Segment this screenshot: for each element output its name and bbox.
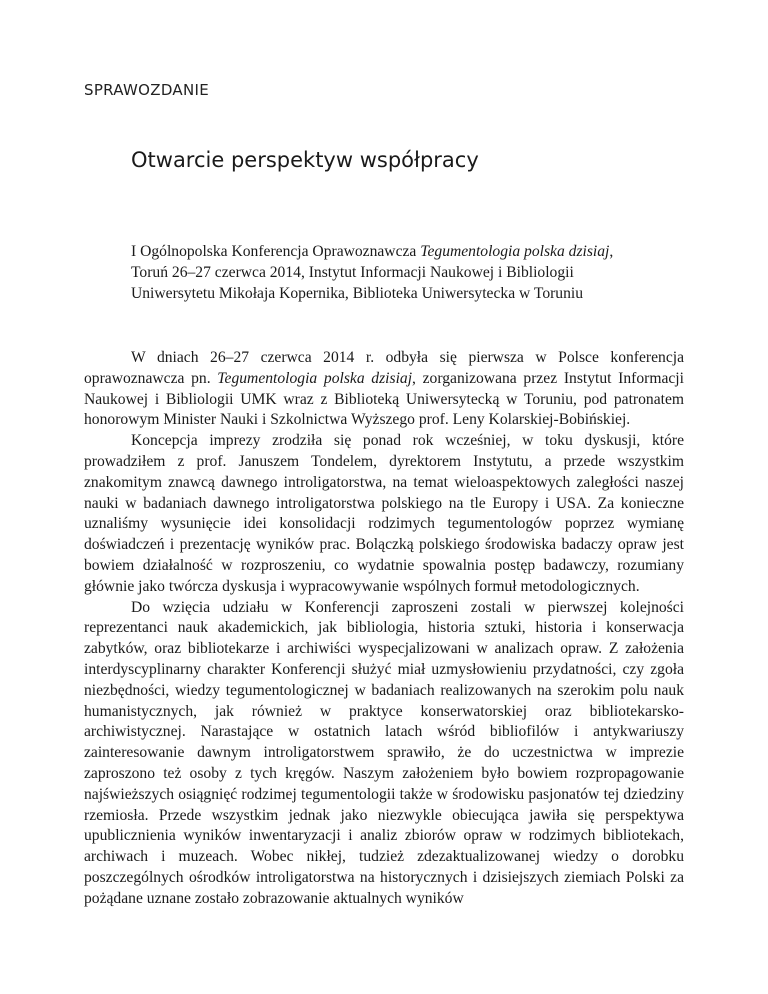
paragraph-text: W dniach 26–27 czerwca 2014 r. odbyła się pierwsza w Polsce konferencja oprawoznawcza pn. bbox=[84, 349, 684, 387]
article-title: Otwarcie perspektyw współpracy bbox=[131, 148, 479, 172]
subtitle-text-1: I Ogólnopolska Konferencja Oprawoznawcza bbox=[131, 243, 421, 260]
subtitle-italic-title: Tegumentologia polska dzisiaj bbox=[420, 243, 610, 260]
paragraph-text: , zorganizowana przez Instytut Informacji Naukowej i Bibliologii UMK wraz z Biblioteką Uniwersytecką w Toruniu, pod patronatem honorowym Minister Nauki i Szkolnictwa Wyższego prof. Leny Kolarskiej-Bobińskiej. bbox=[84, 369, 684, 429]
body-paragraph: Do wzięcia udziału w Konferencji zaproszeni zostali w pierwszej kolejności reprezentanci nauk akademickich, jak bibliologia, historia sztuki, historia i konserwacja zabytków, oraz bibliotekarze i archiwiści wyspecjalizowani w analizach opraw. Z założenia interdyscyplinarny charakter Konferencji służyć miał uzmysłowieniu przydatności, czy zgoła niezbędności, wiedzy tegumentologicznej w badaniach realizowanych na szerokim polu nauk humanistycznych, jak również w praktyce konserwatorskiej oraz bibliotekarsko-archiwistycznej. Narastające w ostatnich latach wśród bibliofilów i antykwariuszy zainteresowanie dawnym introligatorstwem sprawiło, że do uczestnictwa w imprezie zaproszono też osoby z tych kręgów. Naszym założeniem było bowiem rozpropagowanie najświeższych osiągnięć rodzimej tegumentologii także w środowisku pasjonatów tej dziedziny rzemiosła. Przede wszystkim jednak jako niezwykle obiecująca jawiła się perspektywa upublicznienia wyników inwentaryzacji i analiz zbiorów opraw w rodzimych bibliotekach, archiwach i muzeach. Wobec nikłej, tudzież zdezaktualizowanej wiedzy o dorobku poszczególnych ośrodków introligatorstwa na historycznych i dzisiejszych ziemiach Polski za pożądane uznane zostało zobrazowanie aktualnych wyników bbox=[84, 598, 684, 907]
paragraph-italic-title: Tegumentologia polska dzisiaj bbox=[217, 369, 413, 387]
body-paragraph bbox=[84, 348, 684, 431]
article-subtitle bbox=[131, 241, 651, 304]
section-label: SPRAWOZDANIE bbox=[84, 81, 210, 99]
article-body bbox=[84, 348, 684, 910]
subtitle-text-2: , Toruń 26–27 czerwca 2014, Instytut Informacji Naukowej i Bibliologii Uniwersytetu Mikołaja Kopernika, Biblioteka Uniwersytecka w Toruniu bbox=[131, 243, 614, 302]
body-paragraph: Koncepcja imprezy zrodziła się ponad rok wcześniej, w toku dyskusji, które prowadziłem z prof. Januszem Tondelem, dyrektorem Instytutu, a przede wszystkim znakomitym znawcą dawnego introligatorstwa, na temat wieloaspektowych zaległości naszej nauki w badaniach dawnego introligatorstwa polskiego na tle Europy i USA. Za konieczne uznaliśmy wysunięcie idei konsolidacji rodzimych tegumentologów poprzez wymianę doświadczeń i prezentację wyników prac. Bolączką polskiego środowiska badaczy opraw jest bowiem działalność w rozproszeniu, co wydatnie spowalnia postęp badawczy, rozumiany głównie jako twórcza dyskusja i wypracowywanie wspólnych formuł metodologicznych. bbox=[84, 432, 684, 595]
